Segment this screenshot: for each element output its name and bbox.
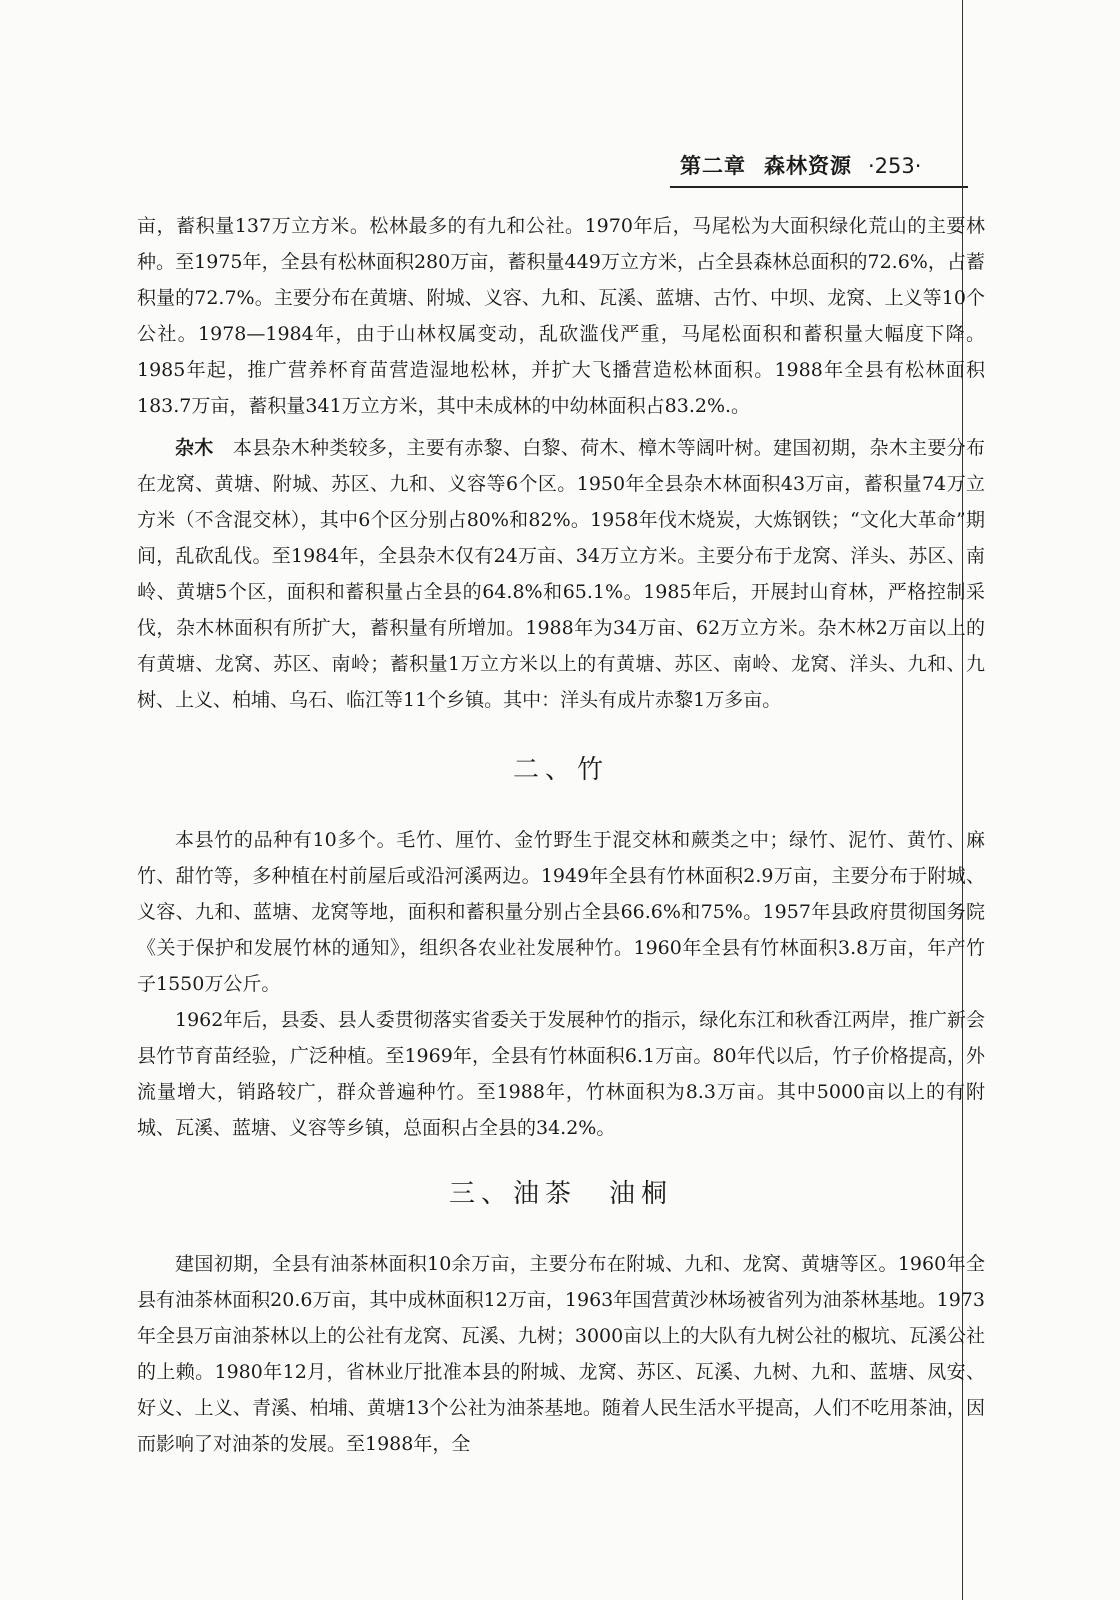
paragraph-bamboo-2: 1962年后，县委、县人委贯彻落实省委关于发展种竹的指示，绿化东江和秋香江两岸，推广新会县竹节育苗经验，广泛种植。至1969年，全县有竹林面积6.1万亩。80年代以后，竹子价格提高，外流量增大，销路较广，群众普遍种竹。至1988年，竹林面积为8.3万亩。其中5000亩以上的有附城、瓦溪、蓝塘、义容等乡镇，总面积占全县的34.2%。 xyxy=(137,1009,985,1139)
header-rule xyxy=(670,186,968,188)
page-number: ·253· xyxy=(868,154,922,178)
chapter-title: 森林资源 xyxy=(764,154,852,178)
page-body xyxy=(137,208,985,1462)
paragraph-mixed-wood-text: 本县杂木种类较多，主要有赤黎、白黎、荷木、樟木等阔叶树。建国初期，杂木主要分布在龙窝、黄塘、附城、苏区、九和、义容等6个区。1950年全县杂木林面积43万亩，蓄积量74万立方米（不含混交林），其中6个区分别占80%和82%。1958年伐木烧炭，大炼钢铁；“文化大革命”期间，乱砍乱伐。至1984年，全县杂木仅有24万亩、34万立方米。主要分布于龙窝、洋头、苏区、南岭、黄塘5个区，面积和蓄积量占全县的64.8%和65.1%。1985年后，开展封山育林，严格控制采伐，杂木林面积有所扩大，蓄积量有所增加。1988年为34万亩、62万立方米。杂木林2万亩以上的有黄塘、龙窝、苏区、南岭；蓄积量1万立方米以上的有黄塘、苏区、南岭、龙窝、洋头、九和、九树、上义、柏埔、乌石、临江等11个乡镇。其中：洋头有成片赤黎1万多亩。 xyxy=(137,437,985,711)
section-heading-oil-tea: 三、油茶 油桐 xyxy=(448,1179,673,1209)
paragraph-lead-term: 杂木 xyxy=(175,437,214,459)
section-heading-bamboo: 二、竹 xyxy=(512,755,609,785)
paragraph-bamboo-1: 本县竹的品种有10多个。毛竹、厘竹、金竹野生于混交林和蕨类之中；绿竹、泥竹、黄竹、麻竹、甜竹等，多种植在村前屋后或沿河溪两边。1949年全县有竹林面积2.9万亩，主要分布于附城、义容、九和、蓝塘、龙窝等地，面积和蓄积量分别占全县66.6%和75%。1957年县政府贯彻国务院《关于保护和发展竹林的通知》，组织各农业社发展种竹。1960年全县有竹林面积3.8万亩，年产竹子1550万公斤。 xyxy=(137,829,985,995)
chapter-label: 第二章 xyxy=(680,154,746,178)
running-header xyxy=(680,150,962,180)
paragraph-mixed-wood xyxy=(137,430,985,718)
paragraph-oil-tea: 建国初期，全县有油茶林面积10余万亩，主要分布在附城、九和、龙窝、黄塘等区。1960年全县有油茶林面积20.6万亩，其中成林面积12万亩，1963年国营黄沙林场被省列为油茶林基地。1973年全县万亩油茶林以上的公社有龙窝、瓦溪、九树；3000亩以上的大队有九树公社的椒坑、瓦溪公社的上赖。1980年12月，省林业厅批准本县的附城、龙窝、苏区、瓦溪、九树、九和、蓝塘、凤安、好义、上义、青溪、柏埔、黄塘13个公社为油茶基地。随着人民生活水平提高，人们不吃用茶油，因而影响了对油茶的发展。至1988年，全 xyxy=(137,1253,985,1455)
paragraph-pine-continued: 亩，蓄积量137万立方米。松林最多的有九和公社。1970年后，马尾松为大面积绿化荒山的主要林种。至1975年，全县有松林面积280万亩，蓄积量449万立方米，占全县森林总面积的72.6%，占蓄积量的72.7%。主要分布在黄塘、附城、义容、九和、瓦溪、蓝塘、古竹、中坝、龙窝、上义等10个公社。1978—1984年，由于山林权属变动，乱砍滥伐严重，马尾松面积和蓄积量大幅度下降。1985年起，推广营养杯育苗营造湿地松林，并扩大飞播营造松林面积。1988年全县有松林面积183.7万亩，蓄积量341万立方米，其中未成林的中幼林面积占83.2%.。 xyxy=(137,215,985,417)
